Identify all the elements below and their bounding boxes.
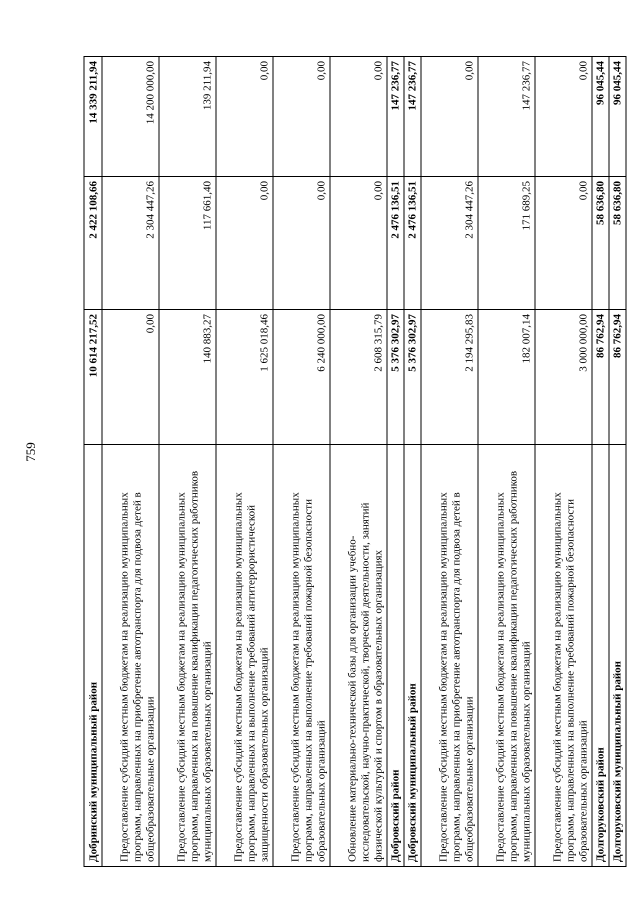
value-column-1-cell: 5 376 302,97 bbox=[387, 310, 404, 445]
table-row bbox=[535, 57, 592, 867]
row-description-cell: Предоставление субсидий местным бюджетам на реализацию муниципальных программ, направленных на выполнение требований пожарной безопасности образовательных организаций bbox=[535, 445, 592, 867]
value-column-3-cell: 147 236,77 bbox=[478, 57, 535, 177]
table-row bbox=[84, 57, 102, 867]
row-description-cell: Предоставление субсидий местным бюджетам на реализацию муниципальных программ, направленных на выполнение требований антитеррористической защищенности образовательных организаций bbox=[216, 445, 273, 867]
row-description-cell: Предоставление субсидий местным бюджетам на реализацию муниципальных программ, направленных на приобретение автотранспорта для подвоза детей в общеобразовательные организации bbox=[421, 445, 478, 867]
value-column-1-cell: 140 883,27 bbox=[159, 310, 216, 445]
value-column-1-cell: 5 376 302,97 bbox=[404, 310, 421, 445]
value-column-2-cell: 0,00 bbox=[535, 177, 592, 310]
value-column-2-cell: 2 476 136,51 bbox=[404, 177, 421, 310]
value-column-1-cell: 6 240 000,00 bbox=[273, 310, 330, 445]
value-column-1-cell: 86 762,94 bbox=[592, 310, 609, 445]
table-row bbox=[159, 57, 216, 867]
value-column-2-cell: 58 636,80 bbox=[609, 177, 626, 310]
row-description-cell: Добринский муниципальный район bbox=[84, 445, 102, 867]
table-row bbox=[592, 57, 609, 867]
value-column-3-cell: 14 339 211,94 bbox=[84, 57, 102, 177]
table-row bbox=[216, 57, 273, 867]
value-column-1-cell: 10 614 217,52 bbox=[84, 310, 102, 445]
table-row bbox=[609, 57, 626, 867]
value-column-2-cell: 58 636,80 bbox=[592, 177, 609, 310]
row-description-cell: Добровский муниципальный район bbox=[404, 445, 421, 867]
value-column-3-cell: 0,00 bbox=[421, 57, 478, 177]
row-description-cell: Долгоруковский муниципальный район bbox=[609, 445, 626, 867]
table-row bbox=[421, 57, 478, 867]
value-column-1-cell: 3 000 000,00 bbox=[535, 310, 592, 445]
row-description-cell: Предоставление субсидий местным бюджетам на реализацию муниципальных программ, направленных на выполнение требований пожарной безопасности образовательных организаций bbox=[273, 445, 330, 867]
value-column-3-cell: 96 045,44 bbox=[609, 57, 626, 177]
row-description-cell: Предоставление субсидий местным бюджетам на реализацию муниципальных программ, направленных на приобретение автотранспорта для подвоза детей в общеобразовательные организации bbox=[102, 445, 159, 867]
table-row bbox=[404, 57, 421, 867]
row-description-cell: Добровский район bbox=[387, 445, 404, 867]
value-column-1-cell: 182 007,14 bbox=[478, 310, 535, 445]
value-column-1-cell: 2 608 315,79 bbox=[330, 310, 387, 445]
table-row bbox=[330, 57, 387, 867]
page-number: 759 bbox=[23, 442, 38, 462]
value-column-2-cell: 2 476 136,51 bbox=[387, 177, 404, 310]
value-column-2-cell: 117 661,40 bbox=[159, 177, 216, 310]
value-column-2-cell: 171 689,25 bbox=[478, 177, 535, 310]
table-row bbox=[387, 57, 404, 867]
value-column-1-cell: 0,00 bbox=[102, 310, 159, 445]
row-description-cell: Обновление материально-технической базы для организации учебно-исследовательской, научно-практической, творческой деятельности, занятий физической культурой и спортом в образовательных организациях bbox=[330, 445, 387, 867]
value-column-3-cell: 147 236,77 bbox=[387, 57, 404, 177]
value-column-3-cell: 0,00 bbox=[273, 57, 330, 177]
value-column-1-cell: 1 625 018,46 bbox=[216, 310, 273, 445]
value-column-2-cell: 2 304 447,26 bbox=[421, 177, 478, 310]
value-column-2-cell: 2 304 447,26 bbox=[102, 177, 159, 310]
value-column-2-cell: 0,00 bbox=[273, 177, 330, 310]
value-column-3-cell: 96 045,44 bbox=[592, 57, 609, 177]
rotated-table-container bbox=[84, 57, 624, 867]
value-column-1-cell: 86 762,94 bbox=[609, 310, 626, 445]
value-column-3-cell: 139 211,94 bbox=[159, 57, 216, 177]
value-column-3-cell: 0,00 bbox=[535, 57, 592, 177]
table-row bbox=[478, 57, 535, 867]
value-column-3-cell: 14 200 000,00 bbox=[102, 57, 159, 177]
value-column-3-cell: 0,00 bbox=[330, 57, 387, 177]
value-column-2-cell: 0,00 bbox=[216, 177, 273, 310]
value-column-1-cell: 2 194 295,83 bbox=[421, 310, 478, 445]
value-column-3-cell: 147 236,77 bbox=[404, 57, 421, 177]
value-column-2-cell: 2 422 108,66 bbox=[84, 177, 102, 310]
table-row bbox=[273, 57, 330, 867]
row-description-cell: Предоставление субсидий местным бюджетам на реализацию муниципальных программ, направленных на повышение квалификации педагогических работников муниципальных образовательных организаций bbox=[478, 445, 535, 867]
table-row bbox=[102, 57, 159, 867]
row-description-cell: Предоставление субсидий местным бюджетам на реализацию муниципальных программ, направленных на повышение квалификации педагогических работников муниципальных образовательных организаций bbox=[159, 445, 216, 867]
value-column-3-cell: 0,00 bbox=[216, 57, 273, 177]
row-description-cell: Долгоруковский район bbox=[592, 445, 609, 867]
budget-table bbox=[84, 56, 627, 867]
value-column-2-cell: 0,00 bbox=[330, 177, 387, 310]
